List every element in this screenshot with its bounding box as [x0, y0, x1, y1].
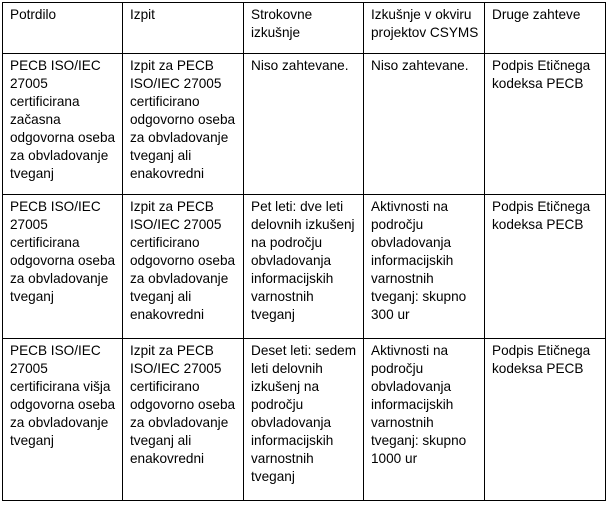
cell-certificate: PECB ISO/IEC 27005 certificirana odgovorna oseba za obvladovanje tveganj: [3, 195, 123, 339]
table-row: [3, 54, 606, 195]
cell-other-requirements: Podpis Etičnega kodeksa PECB: [485, 339, 606, 501]
cell-professional-experience: Deset leti: sedem leti delovnih izkušenj na področju obvladovanja informacijskih varnostnih tveganj: [244, 339, 364, 501]
cell-certificate: PECB ISO/IEC 27005 certificirana začasna odgovorna oseba za obvladovanje tveganj: [3, 54, 123, 195]
cell-project-experience: Aktivnosti na področju obvladovanja informacijskih varnostnih tveganj: skupno 300 ur: [364, 195, 485, 339]
certification-requirements-table: [2, 2, 606, 501]
cell-exam: Izpit za PECB ISO/IEC 27005 certificirano odgovorno oseba za obvladovanje tveganj ali enakovredni: [123, 54, 244, 195]
header-exam: Izpit: [123, 3, 244, 54]
header-certificate: Potrdilo: [3, 3, 123, 54]
cell-exam: Izpit za PECB ISO/IEC 27005 certificirano odgovorno oseba za obvladovanje tveganj ali enakovredni: [123, 195, 244, 339]
cell-other-requirements: Podpis Etičnega kodeksa PECB: [485, 195, 606, 339]
cell-professional-experience: Niso zahtevane.: [244, 54, 364, 195]
certification-table-container: [2, 2, 606, 501]
cell-certificate: PECB ISO/IEC 27005 certificirana višja odgovorna oseba za obvladovanje tveganj: [3, 339, 123, 501]
header-other-requirements: Druge zahteve: [485, 3, 606, 54]
cell-project-experience: Aktivnosti na področju obvladovanja informacijskih varnostnih tveganj: skupno 1000 ur: [364, 339, 485, 501]
cell-professional-experience: Pet leti: dve leti delovnih izkušenj na področju obvladovanja informacijskih varnostnih tveganj: [244, 195, 364, 339]
header-professional-experience: Strokovne izkušnje: [244, 3, 364, 54]
table-row: [3, 339, 606, 501]
table-header-row: [3, 3, 606, 54]
cell-project-experience: Niso zahtevane.: [364, 54, 485, 195]
cell-exam: Izpit za PECB ISO/IEC 27005 certificirano odgovorno oseba za obvladovanje tveganj ali enakovredni: [123, 339, 244, 501]
cell-other-requirements: Podpis Etičnega kodeksa PECB: [485, 54, 606, 195]
table-row: [3, 195, 606, 339]
header-project-experience: Izkušnje v okviru projektov CSYMS: [364, 3, 485, 54]
